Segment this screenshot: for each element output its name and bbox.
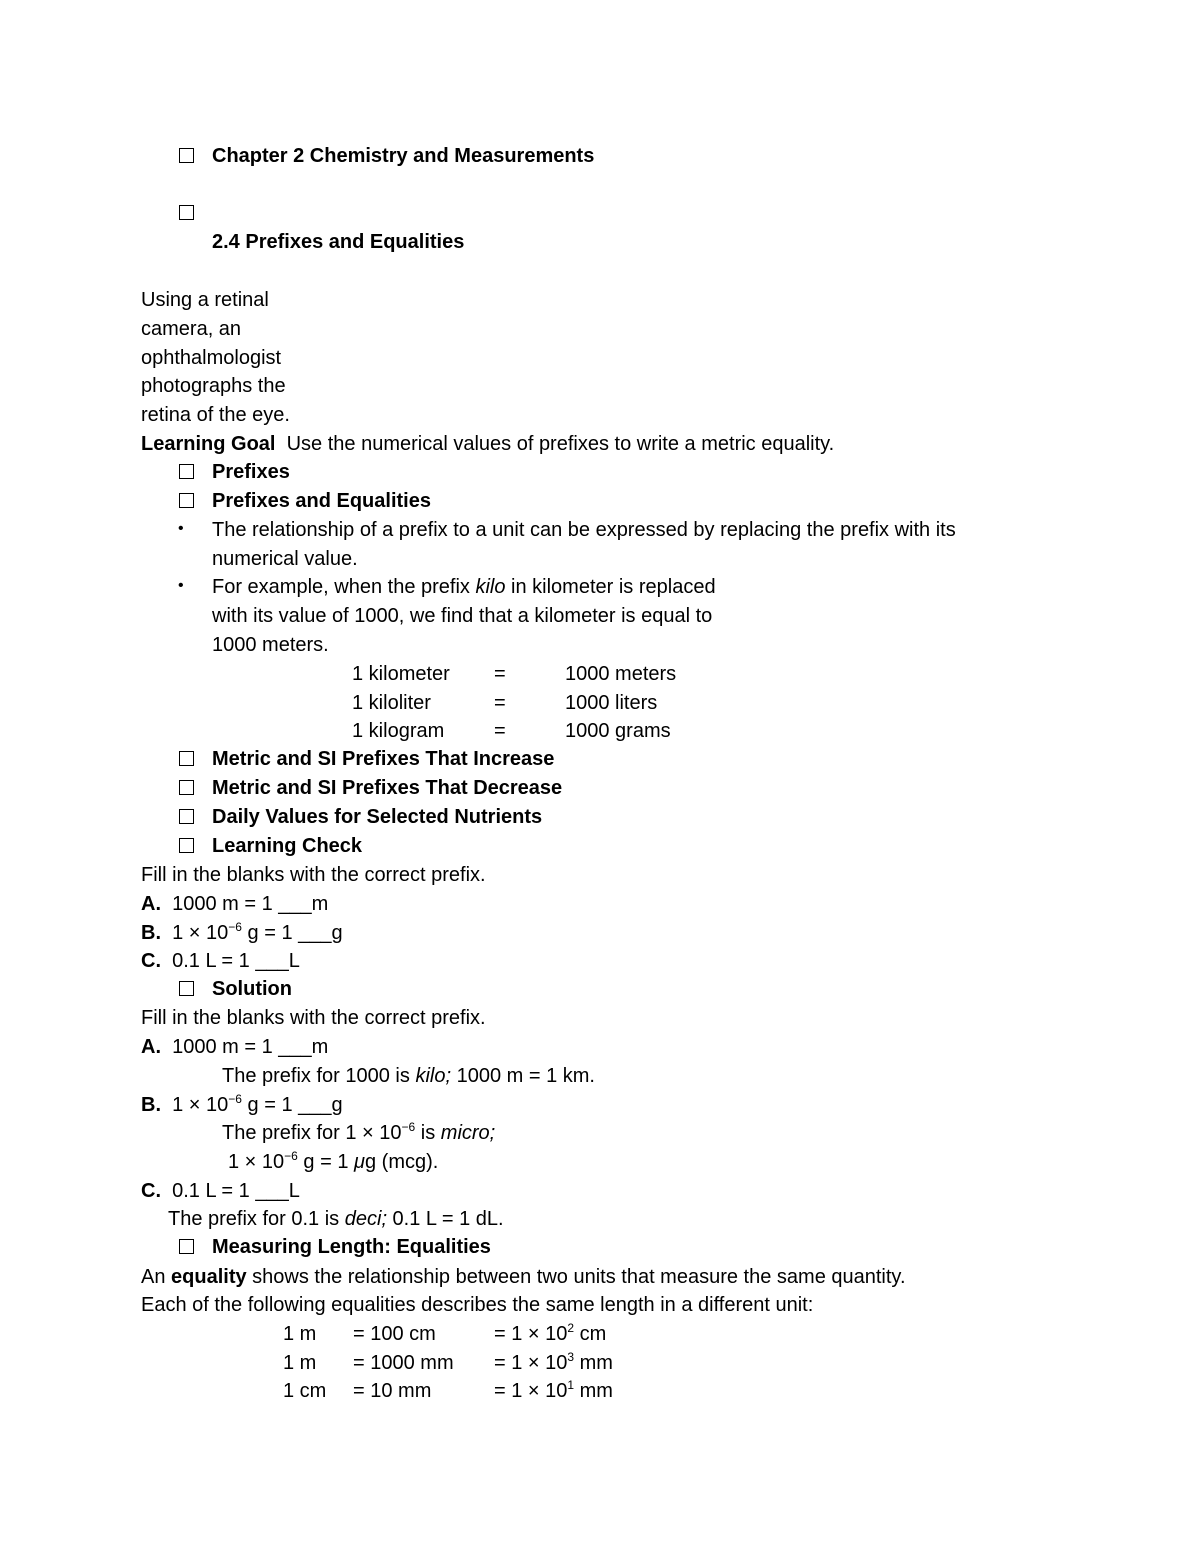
check-item-b: B. $1 \times 10^{-6}$ g = 1 ___g	[141, 920, 343, 944]
section-title: 2.4 Prefixes and Equalities	[212, 231, 465, 253]
solution-explanation-a: The prefix for 1000 is kilo; 1000 m = 1 km.	[222, 1065, 595, 1087]
caption-line: camera, an	[141, 318, 242, 340]
checkbox-icon	[179, 838, 194, 853]
kilo-right: 1000 grams	[565, 720, 671, 742]
heading-learning-check: Learning Check	[212, 835, 363, 857]
length-row-eq: = 100 cm	[353, 1323, 436, 1345]
heading-solution: Solution	[212, 978, 292, 1000]
kilo-right: 1000 meters	[565, 663, 677, 685]
length-row-sci: = $1 \times 10^3$ mm	[494, 1350, 613, 1374]
checkbox-icon	[179, 751, 194, 766]
solution-explanation-b2: $1 \times 10^{-6}$ g = 1 μg (mcg).	[228, 1149, 439, 1173]
bullet-icon: •	[178, 520, 184, 537]
length-row-sci: = $1 \times 10^1$ mm	[494, 1378, 613, 1402]
checkbox-icon	[179, 809, 194, 824]
kilo-eq: =	[494, 692, 506, 714]
kilo-eq: =	[494, 663, 506, 685]
solution-instruction: Fill in the blanks with the correct prefix.	[141, 1007, 486, 1029]
check-item-c: C. 0.1 L = 1 ___L	[141, 950, 300, 972]
checkbox-icon	[179, 1239, 194, 1254]
length-row-unit: 1 m	[283, 1352, 317, 1374]
checkbox-icon	[179, 205, 194, 220]
checkbox-icon	[179, 464, 194, 479]
equality-paragraph: Each of the following equalities describes the same length in a different unit:	[141, 1294, 814, 1316]
bullet-text: with its value of 1000, we find that a kilometer is equal to	[212, 605, 713, 627]
length-row-unit: 1 m	[283, 1323, 317, 1345]
checkbox-icon	[179, 780, 194, 795]
heading-prefixes: Prefixes	[212, 461, 290, 483]
caption-line: retina of the eye.	[141, 404, 290, 426]
caption-line: photographs the	[141, 375, 286, 397]
checkbox-icon	[179, 148, 194, 163]
kilo-right: 1000 liters	[565, 692, 658, 714]
solution-item-c: C. 0.1 L = 1 ___L	[141, 1180, 300, 1202]
learning-goal	[141, 430, 834, 458]
caption-line: ophthalmologist	[141, 347, 282, 369]
equality-paragraph: An equality shows the relationship between two units that measure the same quantity.	[141, 1266, 906, 1288]
bullet-text: 1000 meters.	[212, 634, 329, 656]
heading-increase: Metric and SI Prefixes That Increase	[212, 748, 555, 770]
heading-measuring-length: Measuring Length: Equalities	[212, 1236, 491, 1258]
heading-decrease: Metric and SI Prefixes That Decrease	[212, 777, 563, 799]
bullet-icon: •	[178, 577, 184, 594]
checkbox-icon	[179, 981, 194, 996]
heading-prefixes-equalities: Prefixes and Equalities	[212, 490, 431, 512]
learning-goal-label: Learning Goal	[141, 433, 276, 455]
solution-item-b: B. $1 \times 10^{-6}$ g = 1 ___g	[141, 1092, 343, 1116]
kilo-left: 1 kilogram	[352, 720, 445, 742]
bullet-text: numerical value.	[212, 548, 358, 570]
kilo-eq: =	[494, 720, 506, 742]
kilo-left: 1 kilometer	[352, 663, 450, 685]
caption-line: Using a retinal	[141, 289, 269, 311]
learning-goal-text: Use the numerical values of prefixes to write a metric equality.	[286, 433, 835, 455]
length-row-eq: = 1000 mm	[353, 1352, 454, 1374]
solution-explanation-b: The prefix for $1 \times 10^{-6}$ is micro;	[222, 1120, 496, 1144]
length-row-eq: = 10 mm	[353, 1380, 432, 1402]
bullet-text: The relationship of a prefix to a unit can be expressed by replacing the prefix with its	[212, 519, 956, 541]
chapter-title: Chapter 2 Chemistry and Measurements	[212, 145, 595, 167]
heading-daily-values: Daily Values for Selected Nutrients	[212, 806, 543, 828]
check-instruction: Fill in the blanks with the correct prefix.	[141, 864, 486, 886]
length-row-sci: = $1 \times 10^2$ cm	[494, 1321, 607, 1345]
solution-item-a: A. 1000 m = 1 ___m	[141, 1036, 329, 1058]
solution-explanation-c: The prefix for 0.1 is deci; 0.1 L = 1 dL.	[168, 1208, 504, 1230]
length-row-unit: 1 cm	[283, 1380, 327, 1402]
checkbox-icon	[179, 493, 194, 508]
kilo-left: 1 kiloliter	[352, 692, 431, 714]
check-item-a: A. 1000 m = 1 ___m	[141, 893, 329, 915]
bullet-text: For example, when the prefix kilo in kilometer is replaced	[212, 576, 716, 598]
